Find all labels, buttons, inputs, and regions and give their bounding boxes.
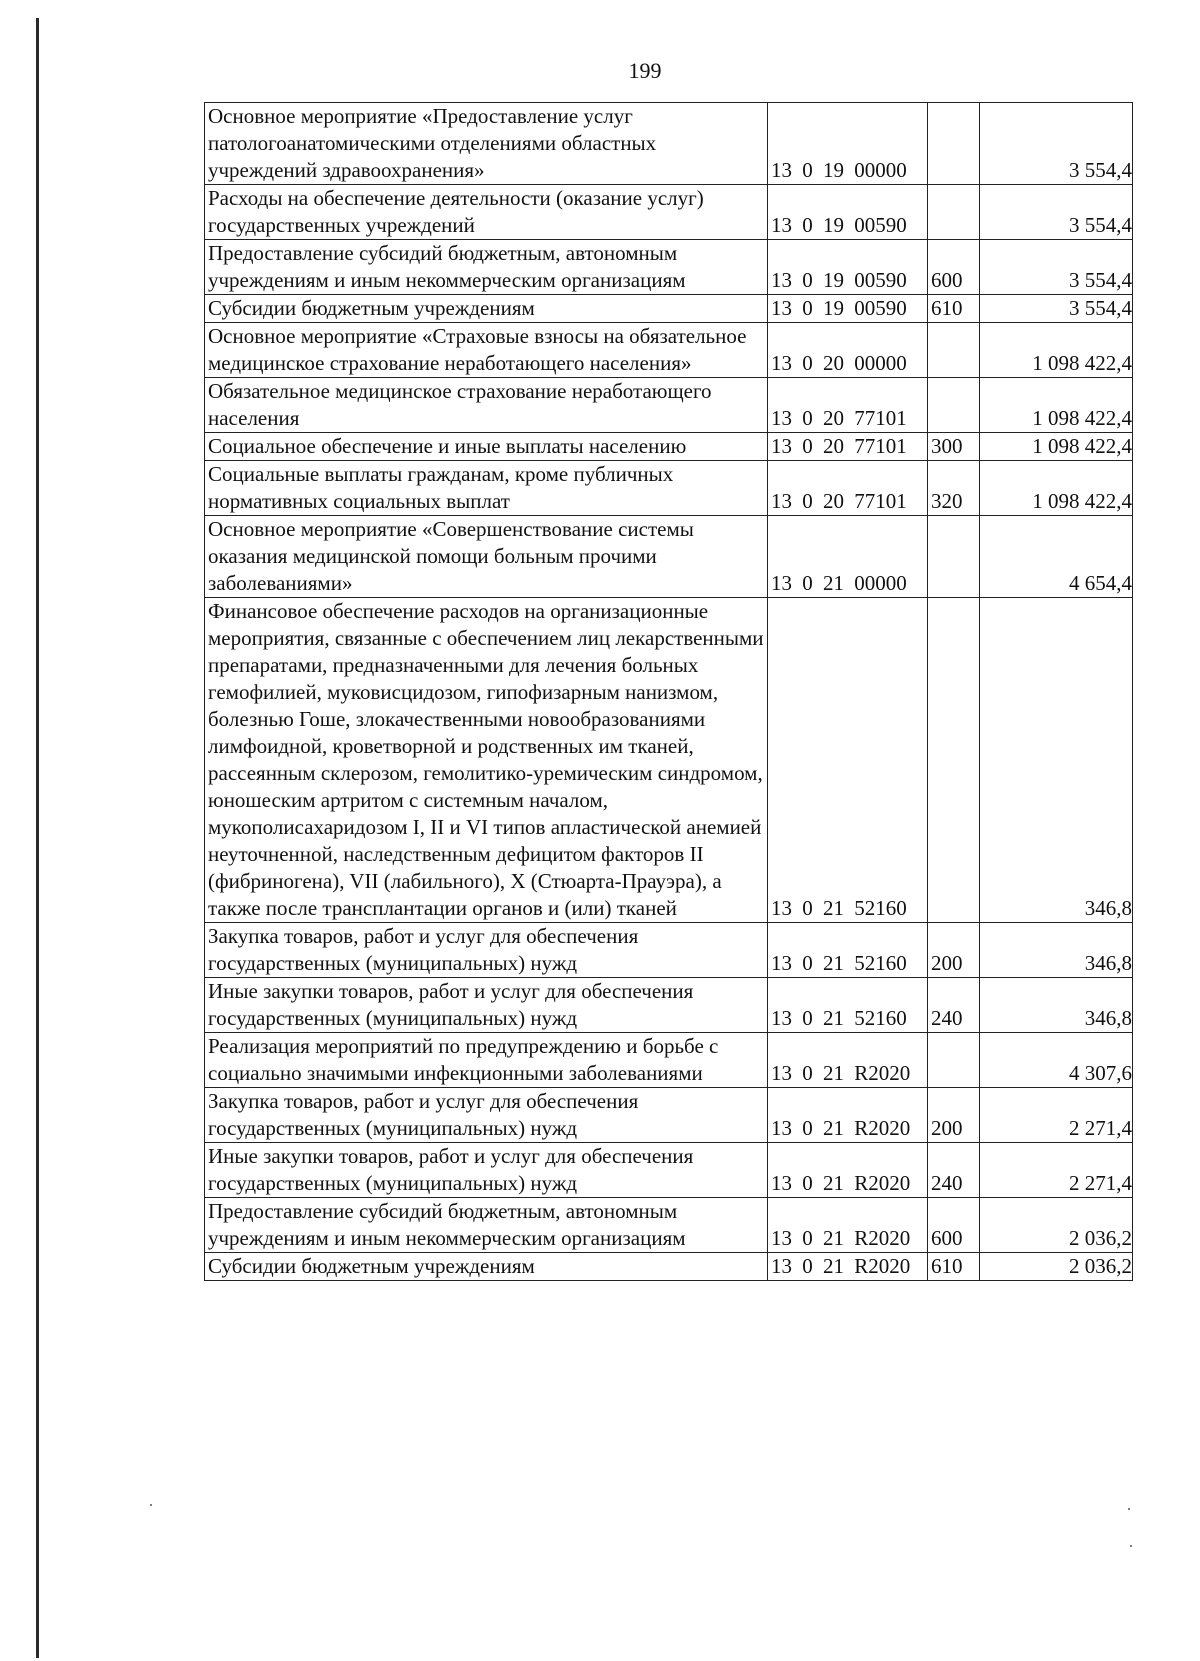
row-sum: 346,8 — [980, 923, 1133, 978]
table-row — [205, 1198, 1133, 1253]
row-code: 13 0 21 52160 — [768, 923, 928, 978]
scan-speck — [150, 1504, 152, 1506]
row-name: Закупка товаров, работ и услуг для обеспечения государственных (муниципальных) нужд — [205, 923, 768, 978]
table-row — [205, 323, 1133, 378]
row-code: 13 0 21 R2020 — [768, 1143, 928, 1198]
row-expense-type — [928, 185, 980, 240]
row-sum: 2 271,4 — [980, 1088, 1133, 1143]
row-sum: 3 554,4 — [980, 103, 1133, 185]
row-sum: 346,8 — [980, 978, 1133, 1033]
row-sum: 1 098 422,4 — [980, 378, 1133, 433]
row-code: 13 0 21 R2020 — [768, 1033, 928, 1088]
row-code: 13 0 19 00590 — [768, 240, 928, 295]
scan-speck — [1130, 1545, 1132, 1547]
row-name: Социальное обеспечение и иные выплаты населению — [205, 433, 768, 461]
row-code: 13 0 21 R2020 — [768, 1088, 928, 1143]
row-expense-type: 600 — [928, 240, 980, 295]
row-expense-type: 320 — [928, 461, 980, 516]
row-sum: 1 098 422,4 — [980, 323, 1133, 378]
table-row — [205, 923, 1133, 978]
row-sum: 2 036,2 — [980, 1198, 1133, 1253]
table-row — [205, 1033, 1133, 1088]
row-sum: 2 036,2 — [980, 1253, 1133, 1281]
row-expense-type: 610 — [928, 1253, 980, 1281]
row-expense-type: 240 — [928, 1143, 980, 1198]
scan-speck — [1128, 1508, 1130, 1510]
table-row — [205, 516, 1133, 598]
row-name: Реализация мероприятий по предупреждению и борьбе с социально значимыми инфекционными заболеваниями — [205, 1033, 768, 1088]
table-row — [205, 433, 1133, 461]
row-expense-type — [928, 323, 980, 378]
row-code: 13 0 21 52160 — [768, 978, 928, 1033]
row-expense-type: 300 — [928, 433, 980, 461]
row-sum: 3 554,4 — [980, 185, 1133, 240]
row-sum: 346,8 — [980, 598, 1133, 923]
table-row — [205, 978, 1133, 1033]
row-name: Финансовое обеспечение расходов на организационные мероприятия, связанные с обеспечением лиц лекарственными препаратами, предназначенными для лечения больных гемофилией, муковисцидозом, гипофизарным нанизмом, болезнью Гоше, злокачественными новообразованиями лимфоидной, кроветворной и родственных им тканей, рассеянным склерозом, гемолитико-уремическим синдромом, юношеским артритом с системным началом, мукополисахаридозом I, II и VI типов апластической анемией неуточненной, наследственным дефицитом факторов II (фибриногена), VII (лабильного), X (Стюарта-Прауэра), а также после трансплантации органов и (или) тканей — [205, 598, 768, 923]
row-code: 13 0 19 00000 — [768, 103, 928, 185]
row-name: Предоставление субсидий бюджетным, автономным учреждениям и иным некоммерческим организациям — [205, 240, 768, 295]
row-expense-type: 200 — [928, 923, 980, 978]
row-name: Расходы на обеспечение деятельности (оказание услуг) государственных учреждений — [205, 185, 768, 240]
table-row — [205, 295, 1133, 323]
row-sum: 3 554,4 — [980, 295, 1133, 323]
row-sum: 1 098 422,4 — [980, 433, 1133, 461]
row-code: 13 0 20 77101 — [768, 461, 928, 516]
budget-table — [204, 102, 1133, 1281]
table-row — [205, 240, 1133, 295]
budget-table-body — [205, 103, 1133, 1281]
page-number: 199 — [628, 58, 662, 83]
row-expense-type: 240 — [928, 978, 980, 1033]
row-code: 13 0 20 77101 — [768, 378, 928, 433]
row-expense-type: 200 — [928, 1088, 980, 1143]
table-row — [205, 185, 1133, 240]
row-name: Социальные выплаты гражданам, кроме публичных нормативных социальных выплат — [205, 461, 768, 516]
row-name: Основное мероприятие «Совершенствование системы оказания медицинской помощи больным прочими заболеваниями» — [205, 516, 768, 598]
table-row — [205, 378, 1133, 433]
binding-edge-line — [36, 18, 39, 1658]
row-code: 13 0 21 00000 — [768, 516, 928, 598]
row-name: Основное мероприятие «Страховые взносы на обязательное медицинское страхование неработающего населения» — [205, 323, 768, 378]
row-sum: 2 271,4 — [980, 1143, 1133, 1198]
row-code: 13 0 19 00590 — [768, 185, 928, 240]
row-name: Иные закупки товаров, работ и услуг для обеспечения государственных (муниципальных) нужд — [205, 978, 768, 1033]
table-row — [205, 1088, 1133, 1143]
row-expense-type — [928, 103, 980, 185]
row-name: Субсидии бюджетным учреждениям — [205, 1253, 768, 1281]
row-code: 13 0 20 00000 — [768, 323, 928, 378]
row-expense-type — [928, 516, 980, 598]
row-sum: 3 554,4 — [980, 240, 1133, 295]
row-sum: 4 654,4 — [980, 516, 1133, 598]
table-row — [205, 1143, 1133, 1198]
row-expense-type: 610 — [928, 295, 980, 323]
row-name: Основное мероприятие «Предоставление услуг патологоанатомическими отделениями областных учреждений здравоохранения» — [205, 103, 768, 185]
table-row — [205, 461, 1133, 516]
table-row — [205, 1253, 1133, 1281]
row-sum: 4 307,6 — [980, 1033, 1133, 1088]
row-code: 13 0 21 R2020 — [768, 1198, 928, 1253]
row-expense-type — [928, 378, 980, 433]
row-code: 13 0 21 52160 — [768, 598, 928, 923]
row-expense-type: 600 — [928, 1198, 980, 1253]
table-row — [205, 598, 1133, 923]
row-expense-type — [928, 598, 980, 923]
row-name: Закупка товаров, работ и услуг для обеспечения государственных (муниципальных) нужд — [205, 1088, 768, 1143]
table-row — [205, 103, 1133, 185]
row-expense-type — [928, 1033, 980, 1088]
row-name: Предоставление субсидий бюджетным, автономным учреждениям и иным некоммерческим организациям — [205, 1198, 768, 1253]
row-code: 13 0 19 00590 — [768, 295, 928, 323]
row-code: 13 0 21 R2020 — [768, 1253, 928, 1281]
row-name: Субсидии бюджетным учреждениям — [205, 295, 768, 323]
row-sum: 1 098 422,4 — [980, 461, 1133, 516]
row-code: 13 0 20 77101 — [768, 433, 928, 461]
row-name: Иные закупки товаров, работ и услуг для обеспечения государственных (муниципальных) нужд — [205, 1143, 768, 1198]
row-name: Обязательное медицинское страхование неработающего населения — [205, 378, 768, 433]
